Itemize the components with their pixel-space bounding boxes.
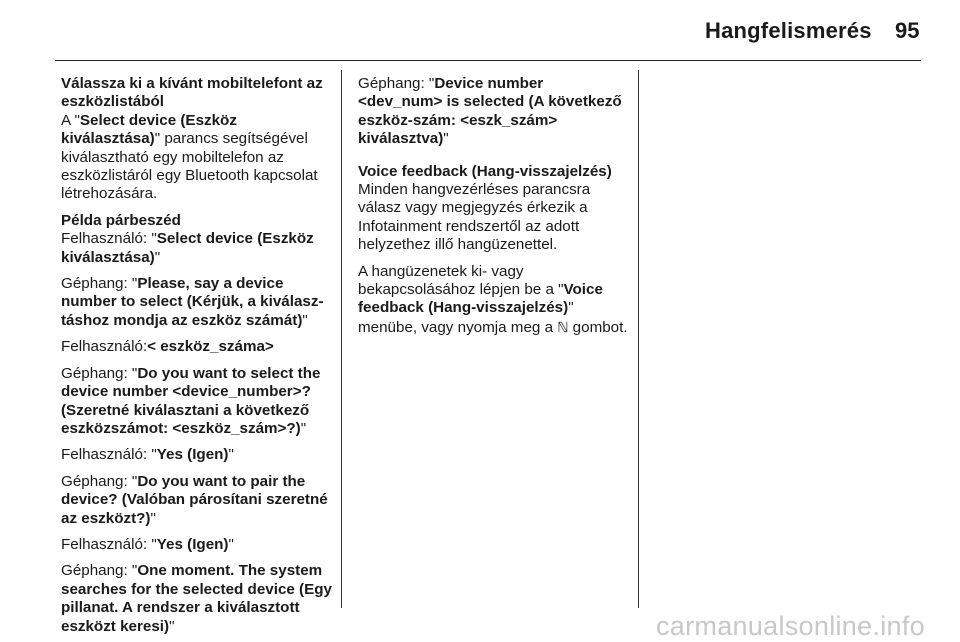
dialog-line — [61, 562, 335, 636]
quote-close: " — [150, 509, 156, 527]
speaker: Géphang: " — [358, 75, 435, 92]
watermark: carmanualsonline.info — [656, 611, 925, 641]
voice-feedback-instruction — [358, 263, 630, 338]
utterance: Yes (Igen) — [156, 446, 229, 464]
column-divider-left — [341, 70, 342, 608]
dialog-line — [358, 75, 630, 149]
speaker: Felhasználó: " — [61, 446, 157, 464]
section-heading: Válassza ki a kívánt mobiltelefont az eszközlistából — [61, 75, 323, 111]
utterance: < eszköz_száma> — [147, 338, 274, 356]
utterance: Device number <dev_num> is selected (A következő eszköz-szám: <eszk_szám> kiválasztva) — [358, 75, 622, 148]
quote-close: " — [169, 617, 175, 635]
quote-close: " — [302, 311, 308, 329]
speaker: Géphang: " — [61, 562, 138, 580]
page-title: Hangfelismerés — [705, 18, 872, 43]
page-number: 95 — [895, 18, 920, 43]
left-column — [61, 75, 335, 636]
utterance: One moment. The system searches for the selected device (Egy pillanat. A rendszer a kiválasztott eszközt keresi) — [61, 562, 332, 635]
utterance: Select device (Eszköz kiválasztása) — [61, 230, 314, 266]
intro-text: A " — [61, 111, 80, 129]
quote-close: " — [443, 130, 449, 148]
dialog-line — [61, 536, 335, 554]
utterance: Do you want to pair the device? (Valóban párosítani szeretné az eszközt?) — [61, 472, 328, 527]
quote-close: " — [154, 248, 161, 266]
right-column — [358, 75, 630, 345]
speaker: Géphang: " — [61, 275, 138, 293]
dialog-line — [61, 365, 335, 439]
dialog-line — [61, 230, 335, 267]
dialog-line — [61, 338, 335, 356]
utterance: Do you want to select the device number <device_number>? (Szeretné kiválasztani a következő eszközszámot: <eszköz_szám>?) — [61, 364, 321, 437]
instruction-text: A hangüzenetek ki- vagy bekapcsolásához lépjen be a " — [358, 262, 564, 299]
speaker: Géphang: " — [61, 364, 138, 382]
voice-feedback-paragraph: Minden hangvezérléses parancsra válasz vagy megjegyzés érkezik a Infotainment rendszertől az adott helyzethez illő hangüzenettel. — [358, 181, 591, 254]
speaker: Felhasználó: — [61, 338, 148, 356]
speaker: Felhasználó: " — [61, 230, 157, 248]
speaker: Felhasználó: " — [61, 535, 157, 553]
dialog-line — [61, 446, 335, 464]
dialog-line — [61, 473, 335, 528]
quote-close: " — [300, 419, 307, 437]
example-heading: Példa párbeszéd — [61, 211, 181, 229]
menu-name: Voice feedback (Hang-visszajelzés) — [358, 281, 603, 317]
utterance: Please, say a device number to select (Kérjük, a kiválasz‐ táshoz mondja az eszköz számát) — [61, 275, 324, 329]
quote-close: " — [228, 535, 234, 553]
intro-command: Select device (Eszköz kiválasztása) — [61, 111, 237, 148]
intro-paragraph — [61, 112, 335, 204]
intro-text-rest: " parancs segítségével kiválasztható egy mobiltelefon az eszközlistáról egy Bluetooth kapcsolat létrehozására. — [61, 130, 318, 203]
dialog-line — [61, 275, 335, 330]
column-divider-right — [638, 70, 639, 608]
speaker: Géphang: " — [61, 472, 138, 490]
header-divider — [55, 60, 921, 61]
quote-close: " — [228, 446, 234, 464]
voice-feedback-heading: Voice feedback (Hang-visszajelzés) — [358, 162, 612, 180]
instruction-text-end: gombot. — [568, 318, 628, 336]
voice-button-icon: ℕ — [557, 318, 569, 335]
instruction-text-mid: " menübe, vagy nyomja meg a — [358, 299, 574, 336]
utterance: Yes (Igen) — [156, 535, 229, 553]
